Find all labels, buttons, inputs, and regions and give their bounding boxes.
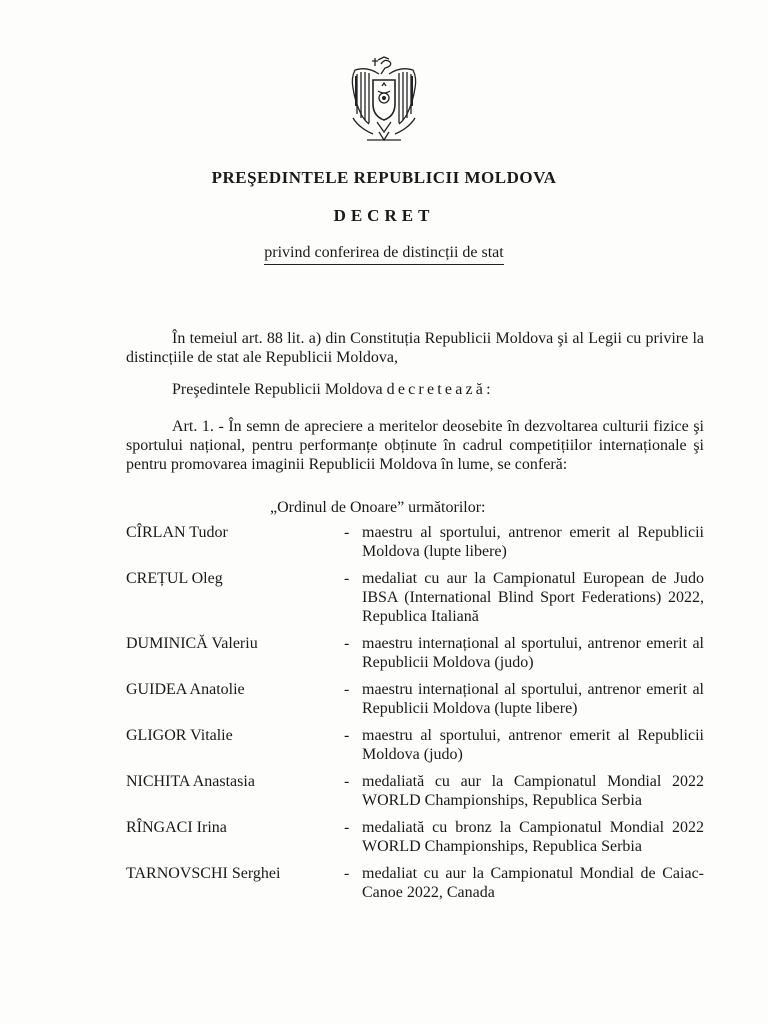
decree-verb: decretează: [386, 381, 494, 398]
list-item [126, 523, 704, 561]
separator-dash: - [344, 773, 350, 790]
decree-paragraph [126, 380, 704, 399]
separator-dash: - [344, 681, 350, 698]
recipient-description: medaliată cu aur la Campionatul Mondial 2022 WORLD Championships, Republica Serbia [362, 773, 704, 809]
list-item [126, 864, 704, 902]
separator-dash: - [344, 727, 350, 744]
recipient-name: DUMINICĂ Valeriu [126, 635, 258, 652]
list-item [126, 680, 704, 718]
recipient-description: maestru al sportului, antrenor emerit al Republicii Moldova (judo) [362, 727, 704, 763]
recipient-name: CÎRLAN Tudor [126, 524, 228, 541]
recipient-description: medaliat cu aur la Campionatul European de Judo IBSA (International Blind Sport Federations) 2022, Republica Italiană [362, 570, 704, 625]
recipient-description: maestru al sportului, antrenor emerit al Republicii Moldova (lupte libere) [362, 524, 704, 560]
recipient-description: medaliat cu aur la Campionatul Mondial de Caiac-Canoe 2022, Canada [362, 865, 704, 901]
decree-prefix: Preşedintele Republicii Moldova [172, 381, 387, 398]
document-subject [0, 244, 768, 265]
separator-dash: - [344, 635, 350, 652]
coat-of-arms-icon [345, 56, 423, 148]
recipient-name: CREȚUL Oleg [126, 570, 223, 587]
separator-dash: - [344, 865, 350, 882]
recipients-list [126, 523, 704, 910]
issuer-title: PREŞEDINTELE REPUBLICII MOLDOVA [211, 168, 557, 187]
recipient-name: TARNOVSCHI Serghei [126, 865, 281, 882]
list-item [126, 818, 704, 856]
recipient-name: GLIGOR Vitalie [126, 727, 233, 744]
article-1-paragraph: Art. 1. - În semn de apreciere a meritelor deosebite în dezvoltarea culturii fizice şi sportului național, pentru performanțe obținute în cadrul competițiilor internaționale şi pentru promovarea imaginii Republicii Moldova în lume, se conferă: [126, 418, 704, 473]
list-item [126, 634, 704, 672]
list-item [126, 726, 704, 764]
document-type: DECRET [333, 206, 435, 225]
recipient-name: NICHITA Anastasia [126, 773, 255, 790]
separator-dash: - [344, 819, 350, 836]
recipient-name: RÎNGACI Irina [126, 819, 227, 836]
separator-dash: - [344, 524, 350, 541]
recipient-description: maestru internațional al sportului, antrenor emerit al Republicii Moldova (judo) [362, 635, 704, 671]
list-item [126, 772, 704, 810]
order-line: „Ordinul de Onoare” următorilor: [270, 499, 486, 516]
subject-text: privind conferirea de distincții de stat [264, 244, 503, 265]
recipient-name: GUIDEA Anatolie [126, 681, 245, 698]
list-item [126, 569, 704, 626]
recipient-description: medaliată cu bronz la Campionatul Mondial 2022 WORLD Championships, Republica Serbia [362, 819, 704, 855]
recipient-description: maestru internațional al sportului, antrenor emerit al Republicii Moldova (lupte libere) [362, 681, 704, 717]
separator-dash: - [344, 570, 350, 587]
intro-paragraph: În temeiul art. 88 lit. a) din Constituția Republicii Moldova şi al Legii cu privire la distincțiile de stat ale Republicii Moldova, [126, 330, 704, 366]
